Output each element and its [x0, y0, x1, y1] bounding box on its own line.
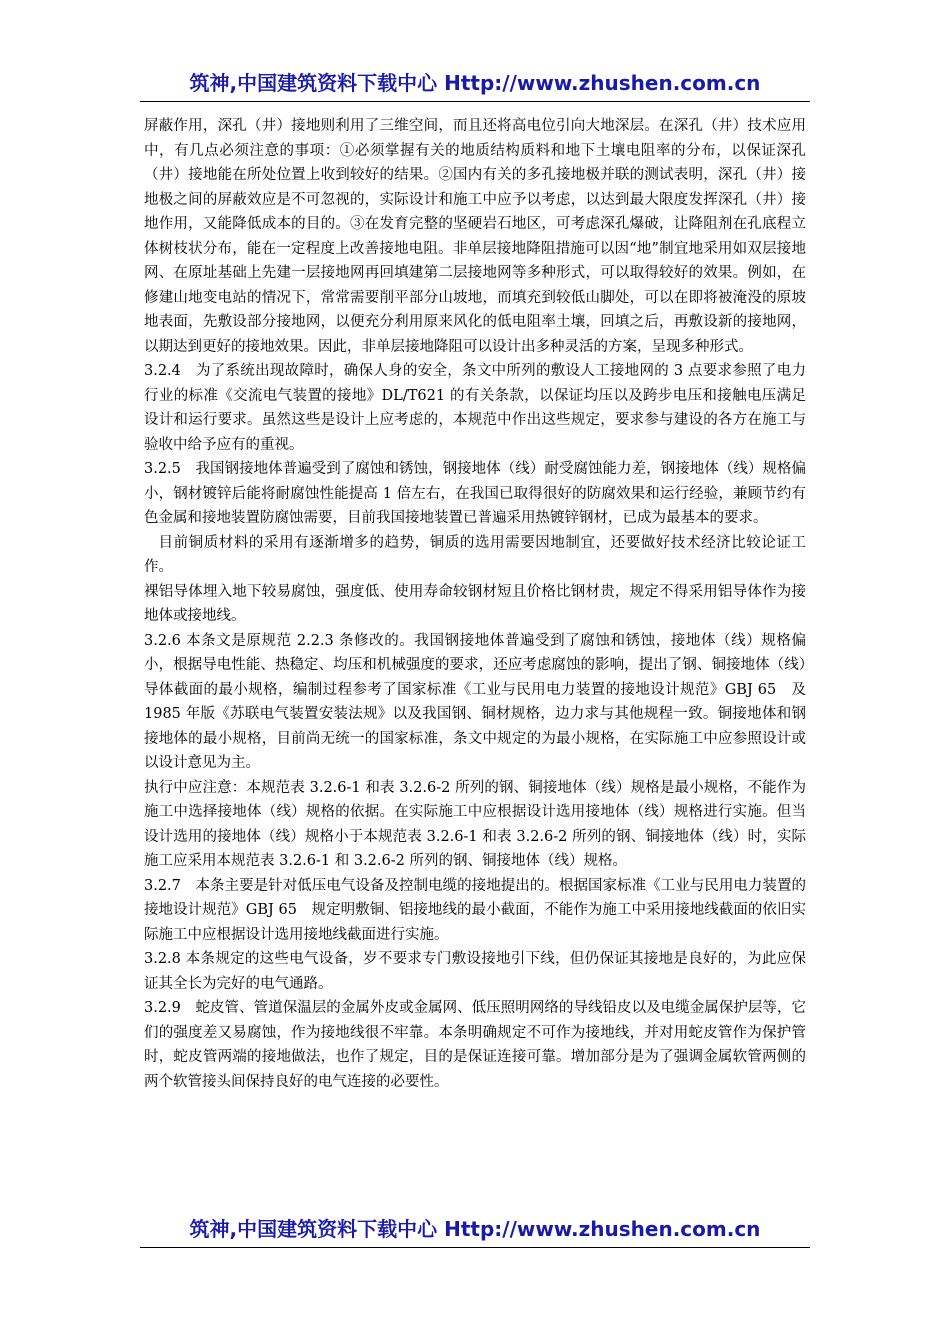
paragraph-3-2-8: 3.2.8 本条规定的这些电气设备，岁不要求专门敷设接地引下线，但仍保证其接地是良好的，为此应保证其全长为完好的电气通路。 [144, 951, 806, 992]
document-body [144, 114, 806, 1094]
paragraph-execution-notes: 执行中应注意：本规范表 3.2.6-1 和表 3.2.6-2 所列的钢、铜接地体（线）规格是最小规格，不能作为施工中选择接地体（线）规格的依据。在实际施工中应根据设计选用接地体（线）规格进行实施。但当设计选用的接地体（线）规格小于本规范表 3.2.6-1 和表 3.2.6-2 所列的钢、铜接地体（线）时，实际施工应采用本规范表 3.2.6-1 和 3.2.6-2 所列的钢、铜接地体（线）规格。 [144, 779, 806, 869]
footer-rule [140, 1247, 810, 1248]
paragraph-aluminum-conductor: 裸铝导体埋入地下较易腐蚀，强度低、使用寿命较钢材短且价格比钢材贵，规定不得采用铝导体作为接地体或接地线。 [144, 583, 806, 624]
paragraph-deep-well-grounding: 屏蔽作用，深孔（井）接地则利用了三维空间，而且还将高电位引向大地深层。在深孔（井）技术应用中，有几点必须注意的事项：①必须掌握有关的地质结构质料和地下土壤电阻率的分布，以保证深孔（井）接地能在所处位置上收到较好的结果。②国内有关的多孔接地极并联的测试表明，深孔（井）接地极之间的屏蔽效应是不可忽视的，实际设计和施工中应予以考虑，以达到最大限度发挥深孔（井）接地作用，又能降低成本的目的。③在发育完整的坚硬岩石地区，可考虑深孔爆破，让降阻剂在孔底程立体树枝状分布，能在一定程度上改善接地电阻。非单层接地降阻措施可以因“地”制宜地采用如双层接地网、在原址基础上先建一层接地网再回填建第二层接地网等多种形式，可以取得较好的效果。例如，在修建山地变电站的情况下，常常需要削平部分山坡地，而填充到较低山脚处，可以在即将被淹没的原坡地表面，先敷设部分接地网，以便充分利用原来风化的低电阻率土壤，回填之后，再敷设新的接地网，以期达到更好的接地效果。因此，非单层接地降阻可以设计出多种灵活的方案，呈现多种形式。 [144, 118, 806, 355]
paragraph-3-2-6: 3.2.6 本条文是原规范 2.2.3 条修改的。我国钢接地体普遍受到了腐蚀和锈蚀，接地体（线）规格偏小，根据导电性能、热稳定、均压和机械强度的要求，还应考虑腐蚀的影响，提出了钢、铜接地体（线）导体截面的最小规格，编制过程参考了国家标准《工业与民用电力装置的接地设计规范》GBJ 65 及 1985 年版《苏联电气装置安装法规》以及我国钢、铜材规格，边力求与其他规程一致。铜接地体和钢接地体的最小规格，目前尚无统一的国家标准，条文中规定的为最小规格，在实际施工中应参照设计或以设计意见为主。 [144, 632, 806, 771]
header-rule [140, 101, 810, 102]
paragraph-3-2-9: 3.2.9 蛇皮管、管道保温层的金属外皮或金属网、低压照明网络的导线铅皮以及电缆金属保护层等，它们的强度差又易腐蚀，作为接地线很不牢靠。本条明确规定不可作为接地线，并对用蛇皮管作为保护管时，蛇皮管两端的接地做法，也作了规定，目的是保证连接可靠。增加部分是为了强调金属软管两侧的两个软管接头间保持良好的电气连接的必要性。 [144, 1000, 806, 1090]
paragraph-3-2-5: 3.2.5 我国钢接地体普遍受到了腐蚀和锈蚀，钢接地体（线）耐受腐蚀能力差，钢接地体（线）规格偏小，钢材镀锌后能将耐腐蚀性能提高 1 倍左右，在我国已取得很好的防腐效果和运行经验，兼顾节约有色金属和接地装置防腐蚀需要，目前我国接地装置已普遍采用热镀锌钢材，已成为最基本的要求。 [144, 461, 806, 526]
footer-banner: 筑神,中国建筑资料下载中心 Http://www.zhushen.com.cn [189, 1217, 761, 1241]
paragraph-3-2-7: 3.2.7 本条主要是针对低压电气设备及控制电缆的接地提出的。根据国家标准《工业与民用电力装置的接地设计规范》GBJ 65 规定明敷铜、铝接地线的最小截面，不能作为施工中采用接地线截面的依旧实际施工中应根据设计选用接地线截面进行实施。 [144, 877, 806, 943]
header-banner: 筑神,中国建筑资料下载中心 Http://www.zhushen.com.cn [189, 71, 761, 95]
paragraph-copper-materials: 目前铜质材料的采用有逐渐增多的趋势，铜质的选用需要因地制宜，还要做好技术经济比较论证工作。 [144, 534, 806, 575]
paragraph-3-2-4: 3.2.4 为了系统出现故障时，确保人身的安全，条文中所列的敷设人工接地网的 3 点要求参照了电力行业的标准《交流电气装置的接地》DL/T621 的有关条款，以保证均压以及跨步电压和接触电压满足设计和运行要求。虽然这些是设计上应考虑的，本规范中作出这些规定，要求参与建设的各方在施工与验收中给予应有的重视。 [144, 363, 806, 453]
